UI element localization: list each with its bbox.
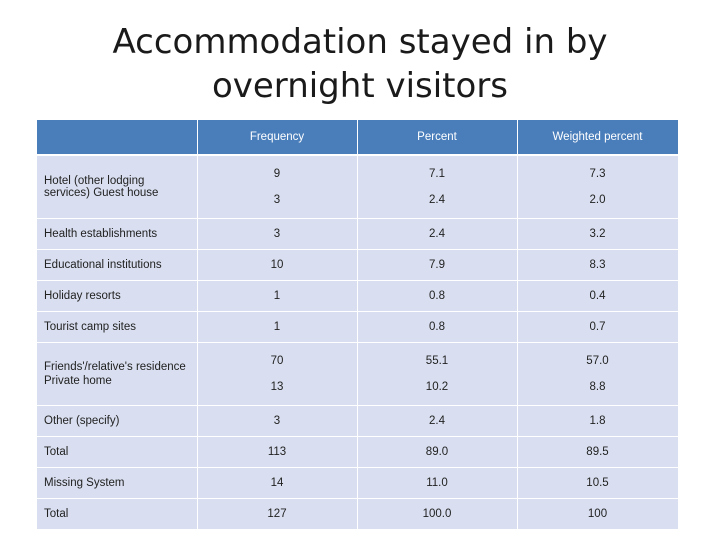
header-percent: Percent <box>357 120 517 155</box>
cell-value: 70 <box>270 355 284 367</box>
percent-cell: 7.9 <box>357 250 517 281</box>
percent-cell <box>357 155 517 219</box>
weighted-percent-cell: 0.4 <box>517 281 678 312</box>
percent-cell: 2.4 <box>357 406 517 437</box>
row-label <box>37 343 197 406</box>
cell-value: 9 <box>273 168 281 180</box>
weighted-percent-cell: 0.7 <box>517 312 678 343</box>
slide-title-line-1: Accommodation stayed in by <box>112 22 608 62</box>
weighted-percent-cell: 100 <box>517 499 678 530</box>
header-blank <box>37 120 197 155</box>
row-label-line: Private home <box>44 375 112 387</box>
table-header-row <box>37 120 678 155</box>
table-row <box>37 219 678 250</box>
weighted-percent-cell: 8.3 <box>517 250 678 281</box>
frequency-cell <box>197 343 357 406</box>
table-row <box>37 155 678 219</box>
table-row <box>37 468 678 499</box>
table-row <box>37 406 678 437</box>
cell-value: 2.4 <box>429 194 445 206</box>
frequency-cell: 1 <box>197 281 357 312</box>
slide-title <box>60 20 660 108</box>
percent-cell: 100.0 <box>357 499 517 530</box>
row-label-line: Guest house <box>93 187 159 199</box>
weighted-percent-cell <box>517 343 678 406</box>
cell-value: 3 <box>273 194 281 206</box>
frequency-cell: 10 <box>197 250 357 281</box>
percent-cell: 0.8 <box>357 312 517 343</box>
row-label: Total <box>37 499 197 530</box>
accommodation-table <box>37 120 679 530</box>
table-row <box>37 312 678 343</box>
table-row <box>37 281 678 312</box>
weighted-percent-cell: 10.5 <box>517 468 678 499</box>
table-row <box>37 499 678 530</box>
cell-value: 7.3 <box>589 168 606 180</box>
frequency-cell: 3 <box>197 219 357 250</box>
percent-cell: 11.0 <box>357 468 517 499</box>
row-label: Total <box>37 437 197 468</box>
weighted-percent-cell: 1.8 <box>517 406 678 437</box>
frequency-cell: 113 <box>197 437 357 468</box>
row-label: Other (specify) <box>37 406 197 437</box>
weighted-percent-cell: 89.5 <box>517 437 678 468</box>
row-label-line: Hotel (other lodging services) <box>44 175 145 199</box>
row-label: Tourist camp sites <box>37 312 197 343</box>
percent-cell: 89.0 <box>357 437 517 468</box>
header-weighted-percent: Weighted percent <box>517 120 678 155</box>
row-label <box>37 155 197 219</box>
cell-value: 2.0 <box>589 194 606 206</box>
cell-value: 8.8 <box>589 381 606 393</box>
table-row <box>37 437 678 468</box>
slide-title-line-2: overnight visitors <box>211 66 509 106</box>
frequency-cell: 3 <box>197 406 357 437</box>
row-label: Holiday resorts <box>37 281 197 312</box>
header-frequency: Frequency <box>197 120 357 155</box>
cell-value: 55.1 <box>425 355 449 367</box>
weighted-percent-cell <box>517 155 678 219</box>
percent-cell: 2.4 <box>357 219 517 250</box>
table-row <box>37 250 678 281</box>
cell-value: 57.0 <box>586 355 609 367</box>
percent-cell <box>357 343 517 406</box>
table-row <box>37 343 678 406</box>
frequency-cell: 127 <box>197 499 357 530</box>
row-label: Missing System <box>37 468 197 499</box>
frequency-cell: 1 <box>197 312 357 343</box>
row-label-line: Friends'/relative's residence <box>44 361 186 373</box>
frequency-cell <box>197 155 357 219</box>
row-label: Educational institutions <box>37 250 197 281</box>
weighted-percent-cell: 3.2 <box>517 219 678 250</box>
cell-value: 10.2 <box>425 381 449 393</box>
cell-value: 7.1 <box>429 168 445 180</box>
row-label: Health establishments <box>37 219 197 250</box>
frequency-cell: 14 <box>197 468 357 499</box>
percent-cell: 0.8 <box>357 281 517 312</box>
cell-value: 13 <box>270 381 284 393</box>
